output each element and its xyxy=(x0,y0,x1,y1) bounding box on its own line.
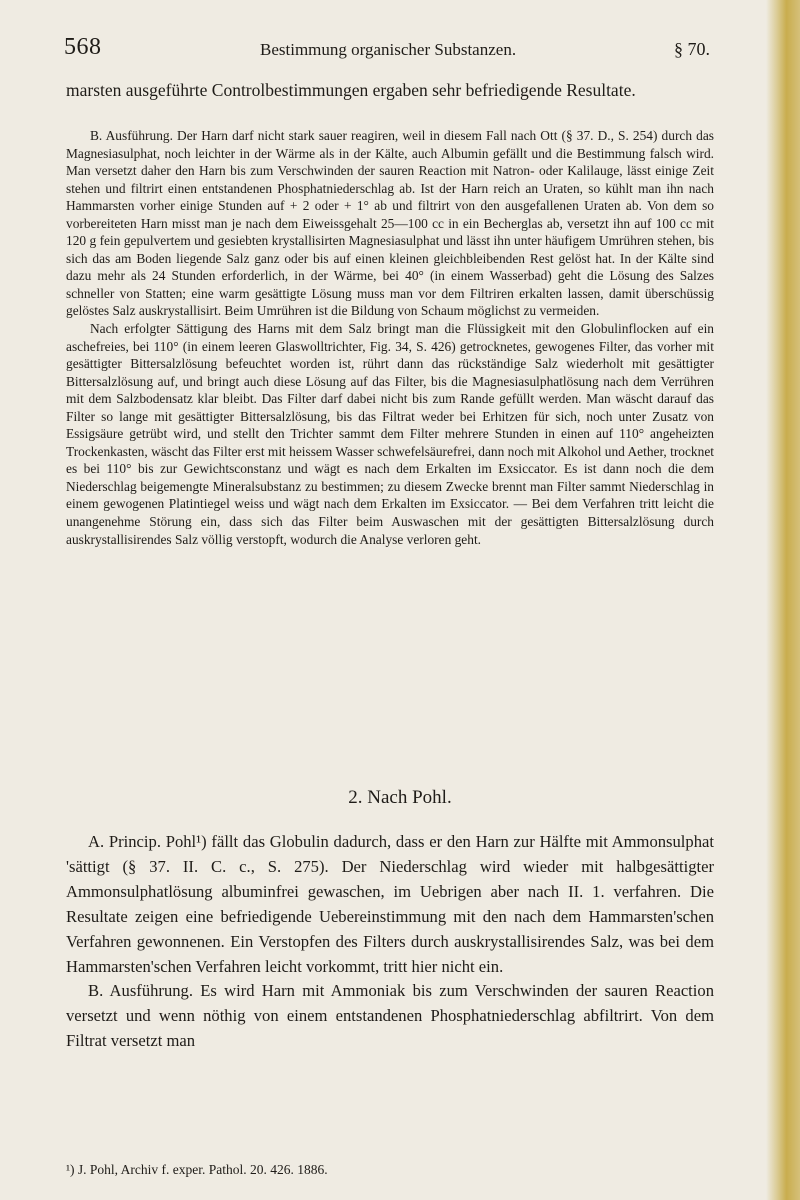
running-header xyxy=(64,34,714,64)
hammarsten-execution xyxy=(66,127,714,548)
section-heading: 2. Nach Pohl. xyxy=(348,787,452,808)
execution-paragraph-2: Nach erfolgter Sättigung des Harns mit dem Salz bringt man die Flüssigkeit mit den Globulinflocken auf ein aschefreies, bei 110° (in einem leeren Glaswolltrichter, Fig. 34, S. 426) getrocknetes, gewogenes Filter, das vorher mit gesättigter Bittersalzlösung befeuchtet worden ist, rührt dann das rückständige Salz wiederholt mit gesättigter Bittersalzlösung auf, und bringt auch diese Lösung auf das Filter, bis die Magnesiasulphatlösung nach dem Verrühren mit dem Salzbodensatz klar bleibt. Das Filter darf dabei nicht bis zum Rande gefüllt werden. Man wäscht darauf das Filter so lange mit gesättigter Bittersalzlösung, bis das Filtrat weder bei Erhitzen für sich, noch unter Zusatz von Essigsäure getrübt wird, und stellt den Trichter sammt dem Filter mehrere Stunden in einen auf 110° angeheizten Trockenkasten, wäscht das Filter erst mit heissem Wasser schwefelsäurefrei, dann noch mit Alkohol und Aether, trocknet es bei 110° bis zur Gewichtsconstanz und wägt es nach dem Erkalten im Exsiccator. Es ist dann noch die dem Niederschlag beigemengte Mineralsubstanz zu bestimmen; zu diesem Zwecke brennt man Filter sammt Niederschlag in einem gewogenen Platintiegel weiss und wägt nach dem Erkalten im Exsiccator. — Bei dem Verfahren tritt leicht die unangenehme Störung ein, dass sich das Filter beim Auswaschen mit der gesättigten Bittersalzlösung durch auskrystallisirendes Salz völlig verstopft, wodurch die Analyse verloren geht. xyxy=(66,321,714,547)
lead-paragraph xyxy=(66,80,714,100)
footnote: ¹) J. Pohl, Archiv f. exper. Pathol. 20. 426. 1886. xyxy=(66,1162,328,1177)
pohl-principle: A. Princip. Pohl¹) fällt das Globulin dadurch, dass er den Harn zur Hälfte mit Ammonsulphat 'sättigt (§ 37. II. C. c., S. 275). Der Niederschlag wird wieder mit halbgesättigter Ammonsulphatlösung albuminfrei gewaschen, im Uebrigen aber nach II. 1. verfahren. Die Resultate zeigen eine befriedigende Uebereinstimmung mit den nach dem Hammarsten'schen Verfahren gewonnenen. Ein Verstopfen des Filters durch auskrystallisirendes Salz, was bei dem Hammarsten'schen Verfahren leicht vorkommt, tritt hier nicht ein. xyxy=(66,832,714,976)
execution-paragraph-1: B. Ausführung. Der Harn darf nicht stark sauer reagiren, weil in diesem Fall nach Ott (§ 37. D., S. 254) durch das Magnesiasulphat, noch leichter in der Wärme als in der Kälte, auch Albumin gefällt und die Bestimmung falsch wird. Man versetzt daher den Harn bis zum Verschwinden der sauren Reaction mit Natron- oder Kalilauge, lässt einige Zeit stehen und filtrirt einen entstandenen Phosphatniederschlag ab. Ist der Harn reich an Uraten, so kühlt man ihn nach Hammarsten vorher einige Stunden auf + 2 oder + 1° ab und filtrirt von den ausgefallenen Uraten ab. Von dem so vorbereiteten Harn misst man je nach dem Eiweissgehalt 25—100 cc in ein Becherglas ab, versetzt ihn auf 100 cc mit 120 g fein gepulvertem und gesiebten krystallisirten Magnesiasulphat und lässt ihn unter häufigem Umrühren stehen, bis sich das am Boden liegende Salz ganz oder bis auf einen kleinen gleichbleibenden Rest gelöst hat. In der Kälte sind dazu mehr als 24 Stunden erforderlich, in der Wärme, bei 40° (in einem Wasserbad) geht die Lösung des Salzes schneller von Statten; eine warm gesättigte Lösung muss man vor dem Filtriren erkalten lassen, damit überschüssig gelöstes Salz auskrystallisirt. Beim Umrühren ist die Bildung von Schaum möglichst zu vermeiden. xyxy=(66,128,714,319)
pohl-execution: B. Ausführung. Es wird Harn mit Ammoniak bis zum Verschwinden der sauren Reaction versetzt und wenn nöthig von einem entstandenen Phosphatniederschlag abfiltrirt. Von dem Filtrat versetzt man xyxy=(66,981,714,1051)
page-edge-shadow xyxy=(766,0,800,1200)
page-number: 568 xyxy=(64,34,102,60)
pohl-method xyxy=(66,830,714,1054)
running-title: Bestimmung organischer Substanzen. xyxy=(260,40,517,59)
lead-text: marsten ausgeführte Controlbestimmungen ergaben sehr befriedigende Resultate. xyxy=(66,80,636,100)
section-number: § 70. xyxy=(674,39,710,59)
